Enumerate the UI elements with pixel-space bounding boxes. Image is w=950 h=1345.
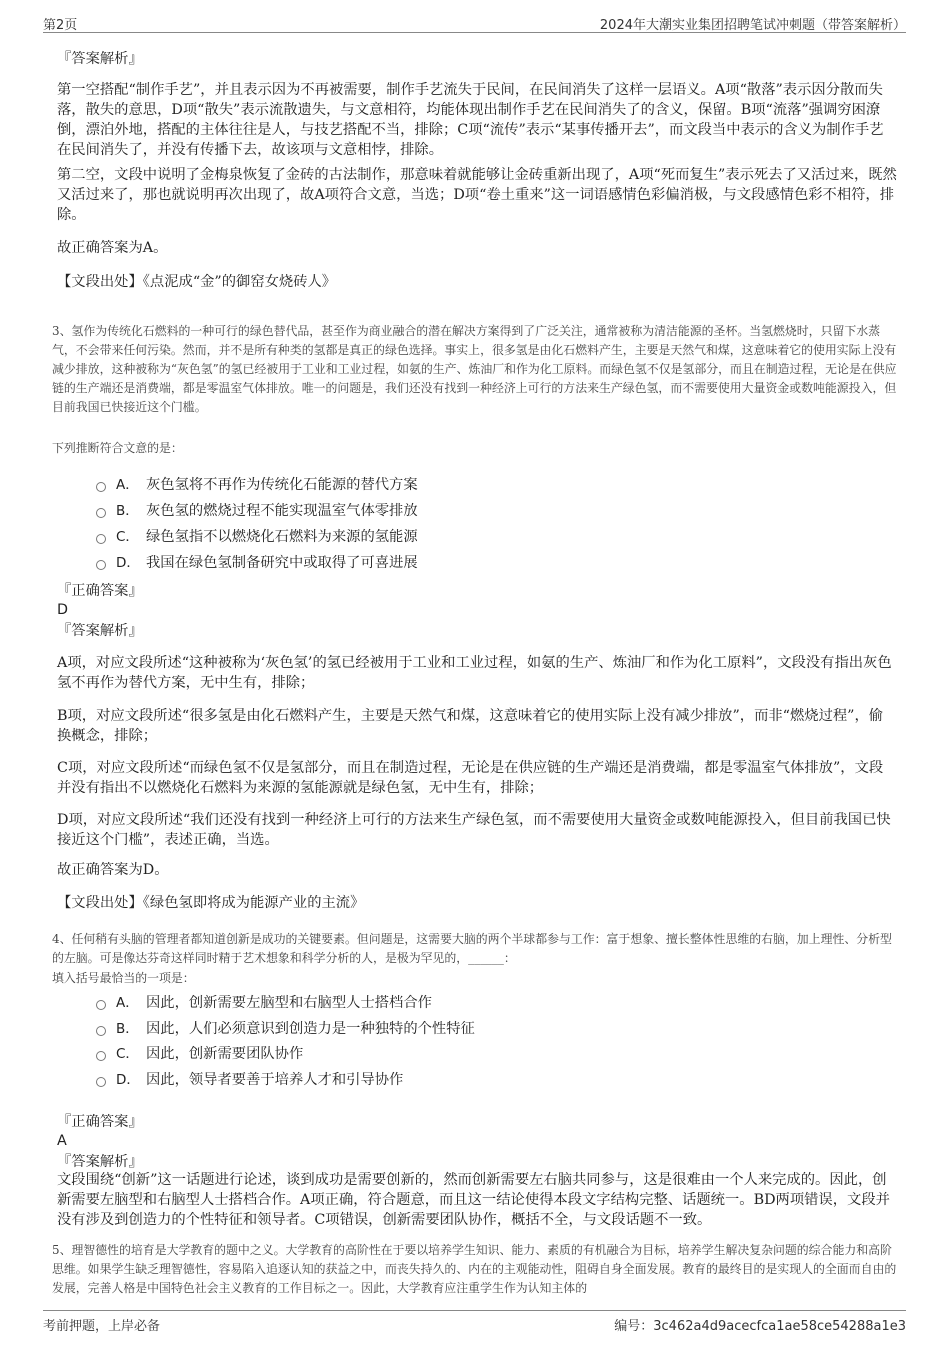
- radio-button-icon[interactable]: [96, 560, 106, 570]
- q3-source: 【文段出处】《绿色氢即将成为能源产业的主流》: [57, 895, 365, 911]
- option-letter: D．: [116, 555, 140, 571]
- option-letter: A．: [116, 995, 139, 1011]
- option-letter: B．: [116, 503, 139, 519]
- q3-option-d[interactable]: [96, 553, 418, 573]
- q3-analysis-a: A项，对应文段所述“这种被称为‘灰色氢’的氢已经被用于工业和工业过程，如氨的生产、炼油厂和作为化工原料”，文段没有指出灰色氢不再作为替代方案，无中生有，排除；: [57, 655, 892, 691]
- q3-option-a[interactable]: [96, 475, 418, 495]
- q2-analysis-paragraph-1: 第一空搭配“制作手艺”，并且表示因为不再被需要，制作手艺流失于民间，在民间消失了这样一层语义。A项“散落”表示因分散而失落，散失的意思，D项“散失”表示流散遗失，与文意相符，均能体现出制作手艺在民间消失了的含义，保留。B项“流落”强调穷困潦倒，漂泊外地，搭配的主体往往是人，与技艺搭配不当，排除；C项“流传”表示“某事传播开去”，而文段当中表示的含义为制作手艺在民间消失了，并没有传播下去，故该项与文意相悖，排除。: [57, 82, 884, 158]
- document-code: 编号：3c462a4d9acecfca1ae58ce54288a1e3: [614, 1319, 906, 1334]
- radio-button-icon[interactable]: [96, 508, 106, 518]
- option-text: 灰色氢的燃烧过程不能实现温室气体零排放: [146, 503, 418, 519]
- q4-option-c[interactable]: [96, 1044, 303, 1064]
- q3-conclusion: 故正确答案为D。: [57, 862, 169, 878]
- q4-analysis-label: 『答案解析』: [57, 1154, 143, 1170]
- page-footer: [43, 1310, 906, 1333]
- radio-button-icon[interactable]: [96, 1000, 106, 1010]
- q4-analysis: 文段围绕“创新”这一话题进行论述，谈到成功是需要创新的，然而创新需要左右脑共同参与，这是很难由一个人来完成的。因此，创新需要左脑型和右脑型人士搭档合作。A项正确，符合题意，而且这一结论使得本段文字结构完整、话题统一。BD两项错误，文段并没有涉及到创造力的个性特征和领导者。C项错误，创新需要团队协作，概括不全，与文段话题不一致。: [57, 1172, 890, 1228]
- q3-analysis-d: D项，对应文段所述“我们还没有找到一种经济上可行的方法来生产绿色氢，而不需要使用大量资金或数吨能源投入，但目前我国已快接近这个门槛”，表述正确，当选。: [57, 812, 891, 848]
- q2-conclusion: 故正确答案为A。: [57, 240, 168, 256]
- q2-analysis-label: 『答案解析』: [57, 51, 143, 67]
- option-text: 因此，领导者要善于培养人才和引导协作: [146, 1072, 404, 1088]
- q4-option-d[interactable]: [96, 1070, 403, 1090]
- radio-button-icon[interactable]: [96, 534, 106, 544]
- footer-slogan: 考前押题，上岸必备: [43, 1319, 161, 1334]
- q3-option-c[interactable]: [96, 527, 418, 547]
- page-header: [43, 12, 906, 33]
- q2-source: 【文段出处】《点泥成“金”的御窑女烧砖人》: [57, 274, 337, 290]
- radio-button-icon[interactable]: [96, 1077, 106, 1087]
- q4-option-a[interactable]: [96, 993, 432, 1013]
- q2-analysis-paragraph-2: 第二空，文段中说明了金梅泉恢复了金砖的古法制作，那意味着就能够让金砖重新出现了，A项“死而复生”表示死去了又活过来，既然又活过来了，那也就说明再次出现了，故A项符合文意，当选；D项“卷土重来”这一词语感情色彩偏消极，与文段感情色彩不相符，排除。: [57, 167, 897, 223]
- radio-button-icon[interactable]: [96, 1051, 106, 1061]
- option-text: 因此，人们必须意识到创造力是一种独特的个性特征: [146, 1021, 475, 1037]
- q4-option-b[interactable]: [96, 1019, 475, 1039]
- document-title: 2024年大潮实业集团招聘笔试冲刺题（带答案解析）: [599, 18, 906, 33]
- option-text: 灰色氢将不再作为传统化石能源的替代方案: [146, 477, 418, 493]
- q3-answer-label: 『正确答案』: [57, 583, 143, 599]
- q3-stem: 3、氢作为传统化石燃料的一种可行的绿色替代品，甚至作为商业融合的潜在解决方案得到了广泛关注，通常被称为清洁能源的圣杯。当氢燃烧时，只留下水蒸气，不会带来任何污染。然而，并不是所有种类的氢都是真正的绿色选择。事实上，很多氢是由化石燃料产生，主要是天然气和煤，这意味着它的使用实际上没有减少排放，这种被称为“灰色氢”的氢已经被用于工业和工业过程，如氨的生产、炼油厂和作为化工原料。而绿色氢不仅是氢部分，而且在制造过程，无论是在供应链的生产端还是消费端，都是零温室气体排放。唯一的问题是，我们还没有找到一种经济上可行的方法来生产绿色氢，而不需要使用大量资金或数吨能源投入，但目前我国已快接近这个门槛。: [52, 324, 897, 414]
- option-text: 因此，创新需要团队协作: [146, 1046, 304, 1062]
- q3-answer: D: [57, 602, 69, 618]
- q4-answer-label: 『正确答案』: [57, 1114, 143, 1130]
- q4-answer: A: [57, 1133, 67, 1149]
- radio-button-icon[interactable]: [96, 482, 106, 492]
- q5-stem: 5、理智德性的培育是大学教育的题中之义。大学教育的高阶性在于要以培养学生知识、能力、素质的有机融合为目标，培养学生解决复杂问题的综合能力和高阶思维。如果学生缺乏理智德性，容易陷入追逐认知的获益之中，而丧失持久的、内在的主观能动性，阻碍自身全面发展。教育的最终目的是实现人的全面而自由的发展，完善人格是中国特色社会主义教育的工作目标之一。因此，大学教育应注重学生作为认知主体的: [52, 1243, 897, 1295]
- option-text: 我国在绿色氢制备研究中或取得了可喜进展: [146, 555, 418, 571]
- q3-prompt: 下列推断符合文意的是：: [52, 441, 183, 455]
- q3-option-b[interactable]: [96, 501, 418, 521]
- q3-analysis-b: B项，对应文段所述“很多氢是由化石燃料产生，主要是天然气和煤，这意味着它的使用实际上没有减少排放”，而非“燃烧过程”，偷换概念，排除；: [57, 708, 884, 744]
- option-letter: C．: [116, 1046, 139, 1062]
- option-text: 绿色氢指不以燃烧化石燃料为来源的氢能源: [146, 529, 418, 545]
- option-letter: C．: [116, 529, 139, 545]
- q3-analysis-label: 『答案解析』: [57, 623, 143, 639]
- q4-stem: 4、任何稍有头脑的管理者都知道创新是成功的关键要素。但问题是，这需要大脑的两个半球都参与工作：富于想象、擅长整体性思维的右脑，加上理性、分析型的左脑。可是像达芬奇这样同时精于艺术想象和科学分析的人，是极为罕见的，______：: [52, 932, 892, 965]
- page-number: 第2页: [43, 18, 78, 33]
- q4-prompt: 填入括号最恰当的一项是：: [52, 971, 195, 985]
- q3-analysis-c: C项，对应文段所述“而绿色氢不仅是氢部分，而且在制造过程，无论是在供应链的生产端还是消费端，都是零温室气体排放”，文段并没有指出不以燃烧化石燃料为来源的氢能源就是绿色氢，无中生有，排除；: [57, 760, 884, 796]
- option-letter: D．: [116, 1072, 140, 1088]
- option-text: 因此，创新需要左脑型和右脑型人士搭档合作: [146, 995, 432, 1011]
- option-letter: A．: [116, 477, 139, 493]
- option-letter: B．: [116, 1021, 139, 1037]
- radio-button-icon[interactable]: [96, 1026, 106, 1036]
